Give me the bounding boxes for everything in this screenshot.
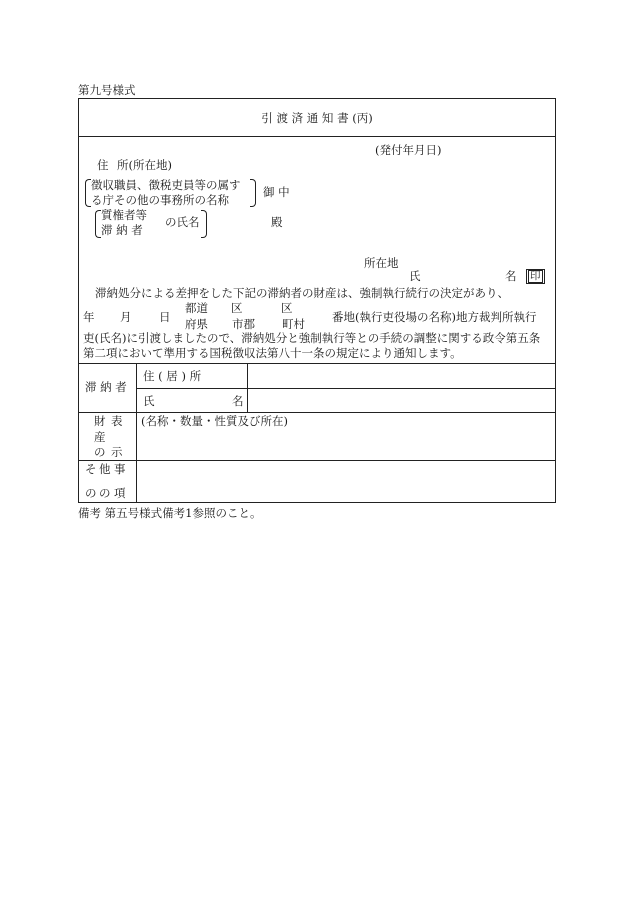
collector-honorific: 御 中 [263, 185, 290, 199]
divider [79, 363, 555, 364]
city-top: 区 [231, 301, 243, 315]
other-label-char: 事 [114, 462, 126, 476]
property-note: (名称・数量・性質及び所在) [141, 414, 288, 428]
table-name-label-1: 氏 [143, 394, 155, 408]
residence-label: 住 ( 居 ) 所 [143, 369, 202, 383]
divider [136, 363, 137, 503]
issue-date: (発付年月日) [375, 143, 442, 157]
address-label-prefix: 住 [97, 158, 109, 172]
address-label: 所(所在地) [117, 158, 172, 172]
property-label-char: の [94, 445, 106, 459]
sender-location-label: 所在地 [364, 256, 399, 270]
date-month: 月 [120, 310, 132, 324]
date-year: 年 [83, 310, 95, 324]
seal-mark [526, 269, 545, 284]
table-name-label-2: 名 [232, 394, 244, 408]
notice-form [78, 98, 556, 503]
other-label-char: の [85, 486, 97, 500]
delinquent-label: 滞 納 者 [85, 380, 127, 394]
rights-holder-suffix: の氏名 [165, 215, 200, 229]
date-day: 日 [159, 310, 171, 324]
town-top: 区 [281, 301, 293, 315]
prefecture-bottom: 府県 [185, 317, 208, 331]
collector-office-line-2: る庁その他の事務所の名称 [91, 193, 229, 207]
rights-holder-line-2: 滞 納 者 [101, 223, 143, 237]
property-label-char: 産 [94, 430, 106, 444]
body-line-2-tail: 番地(執行吏役場の名称)地方裁判所執行 [332, 310, 537, 324]
sender-name-label-1: 氏 [409, 269, 421, 283]
property-label-char: 表 [111, 414, 123, 428]
other-label-char: そ [85, 462, 97, 476]
body-line-1: 滞納処分による差押をした下記の滞納者の財産は、強制執行続行の決定があり、 [95, 286, 509, 300]
property-label-char: 財 [94, 414, 106, 428]
rights-holder-honorific: 殿 [271, 215, 283, 229]
bracket-right [250, 179, 256, 207]
other-label-char: の [99, 486, 111, 500]
collector-office-line-1: 徴収職員、徴税吏員等の属す [91, 178, 241, 192]
other-label-char: 他 [99, 462, 111, 476]
seal-icon: 印 [530, 270, 541, 282]
divider [79, 460, 555, 461]
other-label-char: 項 [114, 486, 126, 500]
form-title: 引 渡 済 通 知 書 (丙) [261, 111, 373, 125]
form-number: 第九号様式 [78, 83, 136, 97]
remarks: 備考 第五号様式備考1参照のこと。 [78, 506, 262, 520]
town-bottom: 町村 [282, 317, 305, 331]
divider [79, 412, 555, 413]
city-bottom: 市郡 [232, 317, 255, 331]
divider [79, 136, 555, 137]
property-label-char: 示 [111, 445, 123, 459]
prefecture-top: 都道 [185, 301, 208, 315]
rights-holder-line-1: 質権者等 [101, 208, 147, 222]
body-line-3: 吏(氏名)に引渡しましたので、滞納処分と強制執行等との手続の調整に関する政令第五条 [83, 331, 541, 345]
divider [136, 388, 555, 389]
sender-name-label-2: 名 [505, 269, 517, 283]
body-line-4: 第二項において準用する国税徴収法第八十一条の規定により通知します。 [83, 346, 462, 360]
bracket-right [201, 210, 207, 238]
